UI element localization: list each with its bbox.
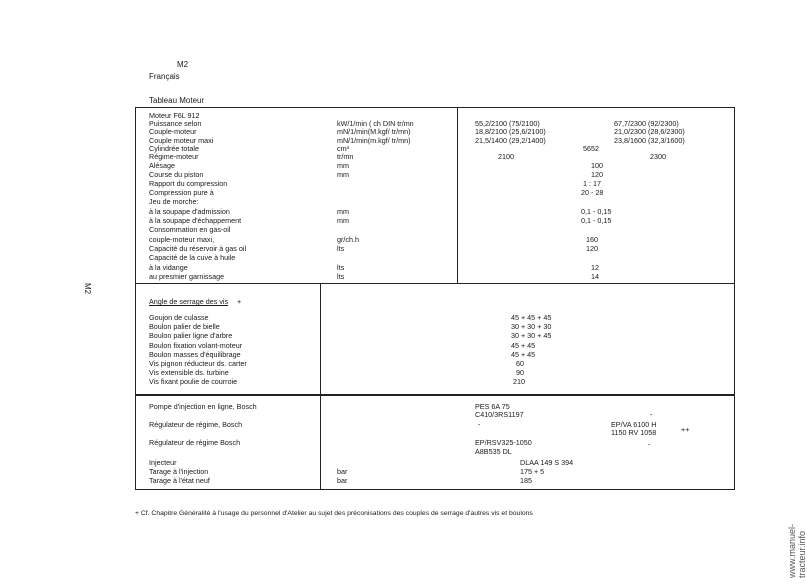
pump-value-2300: - xyxy=(650,410,653,419)
torque-label: Boulon fixation volant-moteur xyxy=(149,341,243,350)
jeu-admission-value: 0,1 - 0,15 xyxy=(581,207,612,216)
torque-value: 210 xyxy=(513,377,525,386)
engine-label: Couple-moteur xyxy=(149,127,197,136)
torque-value: 45 + 45 xyxy=(511,341,536,350)
torque-value: 60 xyxy=(516,359,524,368)
torque-value: 45 + 45 + 45 xyxy=(511,313,552,322)
engine-label: Puissance selon xyxy=(149,119,202,128)
engine-unit: mm xyxy=(337,207,349,216)
engine-unit: lts xyxy=(337,272,345,281)
engine-label: Capacité du réservoir à gas oil xyxy=(149,244,247,253)
engine-label: à la vidange xyxy=(149,263,188,272)
engine-label: Cylindrée totale xyxy=(149,144,199,153)
torque-label: Goujon de culasse xyxy=(149,313,209,322)
regulator-rsv-label: Régulateur de régime Bosch xyxy=(149,438,241,447)
language-label: Français xyxy=(149,72,180,81)
engine-table-divider xyxy=(457,107,458,284)
engine-unit: lts xyxy=(337,244,345,253)
engine-label: Consommation en gas-oil xyxy=(149,225,231,234)
tarage-neuf-label: Tarage à l'état neuf xyxy=(149,476,210,485)
alesage-value: 100 xyxy=(591,161,603,170)
engine-unit: gr/ch.h xyxy=(337,235,359,244)
regulator-rsv-ref: A8B535 DL xyxy=(475,447,512,456)
engine-unit: kW/1/min ( ch DIN tr/mn xyxy=(337,119,414,128)
vidange-value: 12 xyxy=(591,263,599,272)
engine-value-2300: 23,8/1600 (32,3/1600) xyxy=(614,136,685,145)
torque-label: Vis extensible ds. turbine xyxy=(149,368,229,377)
engine-unit: mm xyxy=(337,216,349,225)
engine-value-2100: 18,8/2100 (25,6/2100) xyxy=(475,127,546,136)
engine-label: Capacité de la cuve à huile xyxy=(149,253,236,262)
pump-label: Pompe d'injection en ligne, Bosch xyxy=(149,402,257,411)
torque-label: Boulon palier de bielle xyxy=(149,322,220,331)
side-code: M2 xyxy=(83,282,93,295)
regulator-bosch-value-2100: - xyxy=(478,420,481,429)
torque-table-divider xyxy=(320,284,321,395)
engine-unit: cm³ xyxy=(337,144,349,153)
torque-label: Boulon palier ligne d'arbre xyxy=(149,331,233,340)
compression-value: 20 - 28 xyxy=(581,188,604,197)
footnote: + Cf. Chapitre Généralité à l'usage du personnel d'Atelier au sujet des préconisations des couples de serrage d'autres vis et boulons xyxy=(135,510,533,517)
torque-heading: Angle de serrage des vis xyxy=(149,297,229,306)
reservoir-value: 120 xyxy=(586,244,598,253)
garnissage-value: 14 xyxy=(591,272,599,281)
regulator-rsv-value: EP/RSV325-1050 xyxy=(475,438,532,447)
engine-unit: mm xyxy=(337,170,349,179)
injector-label: Injecteur xyxy=(149,458,177,467)
torque-label: Vis fixant poulie de courroie xyxy=(149,377,238,386)
watermark: www.manuel-tracteur.info xyxy=(787,523,807,578)
pump-value: PES 6A 75 xyxy=(475,402,510,411)
engine-label: Jeu de morche: xyxy=(149,197,199,206)
torque-value: 30 + 30 + 45 xyxy=(511,331,552,340)
engine-value-2300: 21,0/2300 (28,6/2300) xyxy=(614,127,685,136)
engine-value-2100: 2100 xyxy=(498,152,514,161)
torque-plus: + xyxy=(237,297,242,306)
torque-value: 30 + 30 + 30 xyxy=(511,322,552,331)
tarage-injection-unit: bar xyxy=(337,467,348,476)
engine-unit: mN/1/min(M.kgf/ tr/mn) xyxy=(337,127,411,136)
regulator-bosch-value-2300: EP/VA 6100 H xyxy=(611,420,657,429)
engine-label: couple-moteur maxi, xyxy=(149,235,215,244)
tarage-injection-label: Tarage à l'injection xyxy=(149,467,209,476)
injector-value: DLAA 149 S 394 xyxy=(520,458,574,467)
injection-table-divider xyxy=(320,395,321,490)
page-title: Tableau Moteur xyxy=(149,96,205,105)
engine-label: Compression pure à xyxy=(149,188,214,197)
pump-value-ref: C410/3RS1197 xyxy=(475,410,524,419)
engine-value-2100: 21,5/1400 (29,2/1400) xyxy=(475,136,546,145)
torque-label: Vis pignon réducteur ds. carter xyxy=(149,359,247,368)
engine-value-2300: 2300 xyxy=(650,152,666,161)
cylindree-value: 5652 xyxy=(583,144,599,153)
engine-label: Rapport du compression xyxy=(149,179,228,188)
course-value: 120 xyxy=(591,170,603,179)
torque-value: 90 xyxy=(516,368,524,377)
engine-unit: lts xyxy=(337,263,345,272)
engine-label: Régime-moteur xyxy=(149,152,199,161)
torque-label: Boulon masses d'équilibrage xyxy=(149,350,241,359)
tarage-neuf-unit: bar xyxy=(337,476,348,485)
engine-label: à la soupape d'échappement xyxy=(149,216,242,225)
engine-label: Alésage xyxy=(149,161,175,170)
tarage-injection-value: 175 + 5 xyxy=(520,467,545,476)
engine-label: Moteur F6L 912 xyxy=(149,111,200,120)
consommation-value: 160 xyxy=(586,235,598,244)
engine-label: Couple moteur maxi xyxy=(149,136,214,145)
rapport-value: 1 : 17 xyxy=(583,179,601,188)
engine-label: à la soupape d'admission xyxy=(149,207,230,216)
regulator-note-mark: ++ xyxy=(681,425,690,434)
engine-unit: mN/1/min(m.kgf/ tr/mn) xyxy=(337,136,411,145)
torque-value: 45 + 45 xyxy=(511,350,536,359)
engine-unit: mm xyxy=(337,161,349,170)
engine-value-2100: 55,2/2100 (75/2100) xyxy=(475,119,540,128)
tarage-neuf-value: 185 xyxy=(520,476,532,485)
engine-unit: tr/mn xyxy=(337,152,354,161)
regulator-bosch-ref-2300: 1150 RV 1058 xyxy=(611,428,657,437)
engine-value-2300: 67,7/2300 (92/2300) xyxy=(614,119,679,128)
injection-top-rule xyxy=(135,395,735,396)
page-code: M2 xyxy=(177,60,189,69)
engine-label: Course du piston xyxy=(149,170,204,179)
engine-label: au presmier garnissage xyxy=(149,272,225,281)
regulator-bosch-label: Régulateur de régime, Bosch xyxy=(149,420,243,429)
jeu-echappement-value: 0,1 - 0,15 xyxy=(581,216,612,225)
regulator-rsv-value-2300: - xyxy=(648,440,651,449)
